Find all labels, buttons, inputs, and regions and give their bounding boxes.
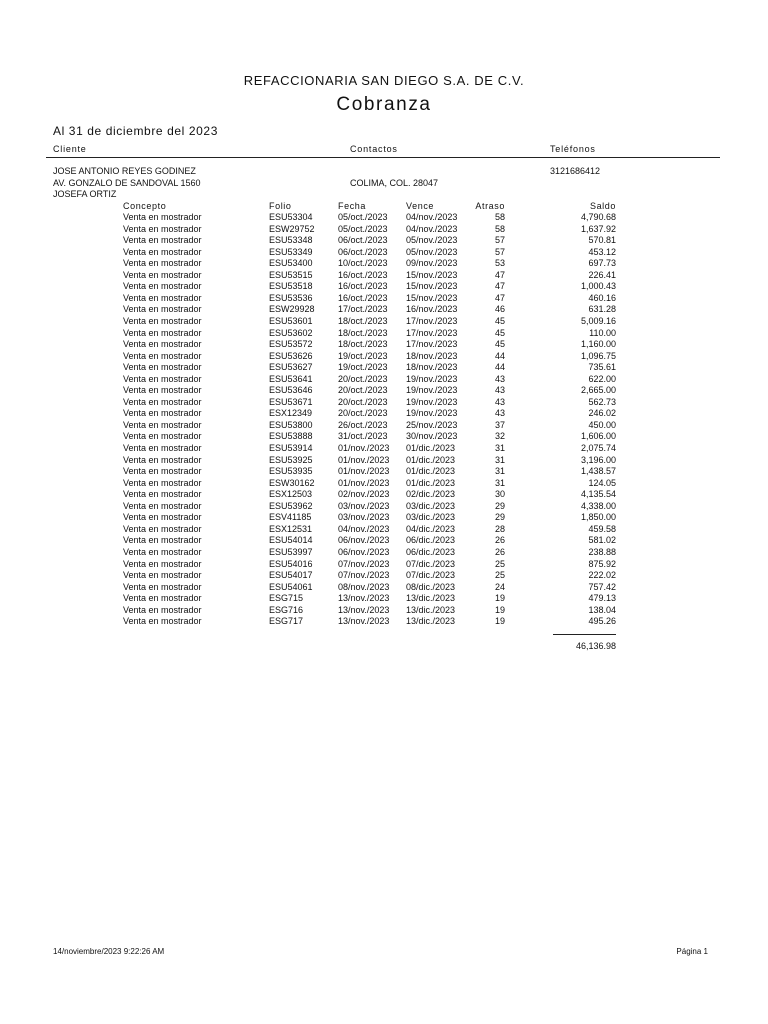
cell-folio: ESU53515 — [269, 269, 313, 280]
cell-fecha: 20/oct./2023 — [338, 385, 388, 396]
cell-saldo: 246.02 — [588, 408, 616, 419]
table-row — [0, 362, 768, 374]
cell-fecha: 06/nov./2023 — [338, 535, 390, 546]
col-saldo: Saldo — [589, 201, 616, 211]
cell-atraso: 28 — [494, 523, 505, 534]
cell-atraso: 47 — [494, 269, 505, 280]
cell-folio: ESU53888 — [269, 431, 313, 442]
cell-vence: 06/dic./2023 — [406, 535, 456, 546]
cell-fecha: 18/oct./2023 — [338, 327, 388, 338]
cell-atraso: 37 — [494, 419, 505, 430]
cell-folio: ESU53400 — [269, 258, 313, 269]
cell-folio: ESX12349 — [269, 408, 313, 419]
cell-concepto: Venta en mostrador — [123, 350, 202, 361]
cell-concepto: Venta en mostrador — [123, 616, 202, 627]
cell-concepto: Venta en mostrador — [123, 535, 202, 546]
table-row — [0, 397, 768, 409]
cell-atraso: 45 — [494, 339, 505, 350]
header-cliente: Cliente — [53, 144, 87, 154]
cell-fecha: 05/oct./2023 — [338, 223, 388, 234]
cell-concepto: Venta en mostrador — [123, 304, 202, 315]
cell-saldo: 562.73 — [588, 396, 616, 407]
cell-concepto: Venta en mostrador — [123, 419, 202, 430]
cell-folio: ESW29752 — [269, 223, 315, 234]
cell-folio: ESU53914 — [269, 443, 313, 453]
cell-saldo: 581.02 — [588, 535, 616, 546]
col-atraso: Atraso — [475, 201, 505, 211]
table-row — [0, 605, 768, 617]
cell-saldo: 124.05 — [588, 477, 616, 488]
cell-saldo: 3,196.00 — [580, 454, 616, 465]
cell-fecha: 18/oct./2023 — [338, 315, 388, 326]
cell-vence: 13/dic./2023 — [406, 604, 456, 615]
cell-saldo: 495.26 — [588, 616, 616, 627]
cell-vence: 15/nov./2023 — [406, 269, 458, 280]
cell-concepto: Venta en mostrador — [123, 362, 202, 373]
col-folio: Folio — [269, 201, 292, 211]
table-row — [0, 258, 768, 270]
cell-fecha: 02/nov./2023 — [338, 489, 390, 500]
cell-vence: 07/dic./2023 — [406, 558, 456, 569]
table-row — [0, 501, 768, 513]
table-row — [0, 224, 768, 236]
cell-vence: 15/nov./2023 — [406, 292, 458, 303]
client-address: AV. GONZALO DE SANDOVAL 1560 — [53, 178, 201, 188]
cell-folio: ESU53935 — [269, 466, 313, 477]
cell-atraso: 24 — [494, 581, 505, 592]
report-title: Cobranza — [336, 94, 432, 115]
cell-vence: 13/dic./2023 — [406, 593, 456, 604]
cell-vence: 01/dic./2023 — [406, 443, 456, 453]
cell-atraso: 53 — [494, 258, 505, 269]
table-row — [0, 443, 768, 455]
cell-vence: 06/dic./2023 — [406, 546, 456, 557]
cell-folio: ESU53997 — [269, 546, 313, 557]
cell-concepto: Venta en mostrador — [123, 604, 202, 615]
cell-atraso: 43 — [494, 396, 505, 407]
cell-atraso: 45 — [494, 327, 505, 338]
cell-vence: 04/nov./2023 — [406, 223, 458, 234]
cell-fecha: 13/nov./2023 — [338, 604, 390, 615]
cell-concepto: Venta en mostrador — [123, 385, 202, 396]
company-name: REFACCIONARIA SAN DIEGO S.A. DE C.V. — [243, 73, 525, 88]
table-row — [0, 559, 768, 571]
cell-concepto: Venta en mostrador — [123, 581, 202, 592]
cell-vence: 19/nov./2023 — [406, 385, 458, 396]
cell-atraso: 26 — [494, 546, 505, 557]
table-row — [0, 616, 768, 628]
cell-fecha: 19/oct./2023 — [338, 362, 388, 373]
table-row — [0, 582, 768, 594]
table-row — [0, 593, 768, 605]
cell-concepto: Venta en mostrador — [123, 489, 202, 500]
cell-folio: ESU53626 — [269, 350, 313, 361]
table-row — [0, 235, 768, 247]
cell-fecha: 01/nov./2023 — [338, 466, 390, 477]
cell-vence: 15/nov./2023 — [406, 281, 458, 292]
table-row — [0, 351, 768, 363]
table-row — [0, 512, 768, 524]
cell-saldo: 1,606.00 — [580, 431, 616, 442]
cell-saldo: 631.28 — [588, 304, 616, 315]
cell-vence: 03/dic./2023 — [406, 500, 456, 511]
cell-fecha: 10/oct./2023 — [338, 258, 388, 269]
cell-saldo: 4,790.68 — [580, 212, 616, 222]
cell-folio: ESW29928 — [269, 304, 315, 315]
cell-folio: ESU54016 — [269, 558, 313, 569]
cell-folio: ESX12531 — [269, 523, 313, 534]
cell-saldo: 479.13 — [588, 593, 616, 604]
cell-atraso: 57 — [494, 235, 505, 246]
cell-fecha: 03/nov./2023 — [338, 512, 390, 523]
col-fecha: Fecha — [338, 201, 367, 211]
client-phone: 3121686412 — [550, 166, 601, 176]
cell-vence: 04/dic./2023 — [406, 523, 456, 534]
footer-timestamp: 14/noviembre/2023 9:22:26 AM — [53, 947, 165, 956]
client-contact: JOSEFA ORTIZ — [53, 189, 117, 199]
cell-saldo: 238.88 — [588, 546, 616, 557]
cell-concepto: Venta en mostrador — [123, 281, 202, 292]
cell-vence: 16/nov./2023 — [406, 304, 458, 315]
table-row — [0, 570, 768, 582]
cell-fecha: 08/nov./2023 — [338, 581, 390, 592]
table-row — [0, 408, 768, 420]
table-row — [0, 535, 768, 547]
cell-concepto: Venta en mostrador — [123, 327, 202, 338]
header-telefonos: Teléfonos — [550, 144, 596, 154]
cell-concepto: Venta en mostrador — [123, 546, 202, 557]
cell-atraso: 19 — [494, 616, 505, 627]
cell-atraso: 43 — [494, 408, 505, 419]
cell-folio: ESU53671 — [269, 396, 313, 407]
cell-atraso: 31 — [494, 477, 505, 488]
total-saldo: 46,136.98 — [575, 641, 616, 651]
cell-vence: 04/nov./2023 — [406, 212, 458, 222]
cell-fecha: 01/nov./2023 — [338, 477, 390, 488]
cell-folio: ESU53925 — [269, 454, 313, 465]
cell-concepto: Venta en mostrador — [123, 223, 202, 234]
table-row — [0, 328, 768, 340]
cell-vence: 19/nov./2023 — [406, 373, 458, 384]
cell-atraso: 57 — [494, 246, 505, 257]
cell-fecha: 31/oct./2023 — [338, 431, 388, 442]
cell-concepto: Venta en mostrador — [123, 246, 202, 257]
cell-folio: ESU53304 — [269, 212, 313, 222]
cell-fecha: 18/oct./2023 — [338, 339, 388, 350]
cell-folio: ESG717 — [269, 616, 304, 627]
cell-folio: ESU53800 — [269, 419, 313, 430]
table-row — [0, 316, 768, 328]
cell-atraso: 30 — [494, 489, 505, 500]
cell-fecha: 04/nov./2023 — [338, 523, 390, 534]
cell-concepto: Venta en mostrador — [123, 443, 202, 453]
cell-atraso: 58 — [494, 212, 505, 222]
cell-saldo: 1,096.75 — [580, 350, 616, 361]
cell-fecha: 16/oct./2023 — [338, 269, 388, 280]
cell-fecha: 05/oct./2023 — [338, 212, 388, 222]
total-divider — [553, 634, 616, 635]
cell-atraso: 44 — [494, 362, 505, 373]
table-row — [0, 270, 768, 282]
table-row — [0, 420, 768, 432]
col-concepto: Concepto — [123, 201, 167, 211]
footer-page: Página 1 — [676, 947, 708, 956]
cell-atraso: 26 — [494, 535, 505, 546]
cell-saldo: 1,850.00 — [580, 512, 616, 523]
cell-fecha: 16/oct./2023 — [338, 292, 388, 303]
cell-vence: 25/nov./2023 — [406, 419, 458, 430]
cell-saldo: 450.00 — [588, 419, 616, 430]
cell-folio: ESU53962 — [269, 500, 313, 511]
cell-atraso: 32 — [494, 431, 505, 442]
cell-concepto: Venta en mostrador — [123, 558, 202, 569]
cell-fecha: 06/nov./2023 — [338, 546, 390, 557]
cell-saldo: 460.16 — [588, 292, 616, 303]
cell-vence: 17/nov./2023 — [406, 315, 458, 326]
cell-atraso: 46 — [494, 304, 505, 315]
cell-folio: ESV41185 — [269, 512, 312, 523]
cell-folio: ESW30162 — [269, 477, 315, 488]
cell-concepto: Venta en mostrador — [123, 258, 202, 269]
cell-atraso: 47 — [494, 292, 505, 303]
cell-folio: ESU53348 — [269, 235, 313, 246]
cell-vence: 02/dic./2023 — [406, 489, 456, 500]
cell-atraso: 31 — [494, 466, 505, 477]
cell-folio: ESU54017 — [269, 570, 313, 581]
cell-saldo: 2,665.00 — [580, 385, 616, 396]
cell-saldo: 222.02 — [588, 570, 616, 581]
cell-atraso: 31 — [494, 454, 505, 465]
cell-concepto: Venta en mostrador — [123, 373, 202, 384]
cell-folio: ESU53646 — [269, 385, 313, 396]
cell-saldo: 570.81 — [588, 235, 616, 246]
header-divider — [46, 157, 720, 158]
cell-fecha: 07/nov./2023 — [338, 570, 390, 581]
cell-folio: ESU53602 — [269, 327, 313, 338]
cell-fecha: 17/oct./2023 — [338, 304, 388, 315]
cell-folio: ESU54014 — [269, 535, 313, 546]
cell-atraso: 58 — [494, 223, 505, 234]
cell-atraso: 25 — [494, 558, 505, 569]
cell-vence: 17/nov./2023 — [406, 339, 458, 350]
table-row — [0, 304, 768, 316]
cell-saldo: 459.58 — [588, 523, 616, 534]
cell-concepto: Venta en mostrador — [123, 477, 202, 488]
table-row — [0, 339, 768, 351]
cell-saldo: 138.04 — [588, 604, 616, 615]
cell-concepto: Venta en mostrador — [123, 454, 202, 465]
report-date: Al 31 de diciembre del 2023 — [53, 124, 218, 138]
cell-folio: ESU53536 — [269, 292, 313, 303]
cell-saldo: 1,637.92 — [580, 223, 616, 234]
cell-saldo: 1,438.57 — [580, 466, 616, 477]
cell-concepto: Venta en mostrador — [123, 570, 202, 581]
table-row — [0, 212, 768, 224]
table-row — [0, 466, 768, 478]
table-row — [0, 455, 768, 467]
cell-saldo: 697.73 — [588, 258, 616, 269]
cell-atraso: 43 — [494, 373, 505, 384]
client-name: JOSE ANTONIO REYES GODINEZ — [53, 166, 196, 176]
cell-atraso: 43 — [494, 385, 505, 396]
cell-saldo: 4,338.00 — [580, 500, 616, 511]
cell-vence: 08/dic./2023 — [406, 581, 456, 592]
cell-atraso: 29 — [494, 512, 505, 523]
cell-fecha: 01/nov./2023 — [338, 454, 390, 465]
cell-atraso: 45 — [494, 315, 505, 326]
cell-atraso: 19 — [494, 593, 505, 604]
cell-saldo: 2,075.74 — [580, 443, 616, 453]
cell-atraso: 44 — [494, 350, 505, 361]
cell-folio: ESU53518 — [269, 281, 313, 292]
cell-concepto: Venta en mostrador — [123, 512, 202, 523]
cell-fecha: 20/oct./2023 — [338, 373, 388, 384]
cell-folio: ESX12503 — [269, 489, 313, 500]
cell-concepto: Venta en mostrador — [123, 431, 202, 442]
table-row — [0, 524, 768, 536]
table-row — [0, 374, 768, 386]
cell-vence: 07/dic./2023 — [406, 570, 456, 581]
cell-vence: 03/dic./2023 — [406, 512, 456, 523]
cell-saldo: 4,135.54 — [580, 489, 616, 500]
cell-concepto: Venta en mostrador — [123, 339, 202, 350]
cell-fecha: 19/oct./2023 — [338, 350, 388, 361]
cell-fecha: 06/oct./2023 — [338, 246, 388, 257]
cell-atraso: 19 — [494, 604, 505, 615]
client-city: COLIMA, COL. 28047 — [350, 178, 439, 188]
cell-folio: ESU53601 — [269, 315, 313, 326]
cell-fecha: 06/oct./2023 — [338, 235, 388, 246]
cell-saldo: 1,000.43 — [580, 281, 616, 292]
cell-vence: 01/dic./2023 — [406, 466, 456, 477]
table-row — [0, 489, 768, 501]
cell-vence: 13/dic./2023 — [406, 616, 456, 627]
cell-fecha: 26/oct./2023 — [338, 419, 388, 430]
table-row — [0, 281, 768, 293]
cell-saldo: 757.42 — [588, 581, 616, 592]
table-row — [0, 431, 768, 443]
cell-vence: 17/nov./2023 — [406, 327, 458, 338]
cell-concepto: Venta en mostrador — [123, 235, 202, 246]
cell-vence: 18/nov./2023 — [406, 362, 458, 373]
cell-vence: 19/nov./2023 — [406, 408, 458, 419]
col-vence: Vence — [406, 201, 435, 211]
table-row — [0, 385, 768, 397]
cell-folio: ESU53641 — [269, 373, 313, 384]
cell-saldo: 735.61 — [588, 362, 616, 373]
cell-saldo: 875.92 — [588, 558, 616, 569]
cell-saldo: 1,160.00 — [580, 339, 616, 350]
cell-fecha: 20/oct./2023 — [338, 396, 388, 407]
cell-concepto: Venta en mostrador — [123, 523, 202, 534]
cell-concepto: Venta en mostrador — [123, 466, 202, 477]
cell-fecha: 07/nov./2023 — [338, 558, 390, 569]
cell-atraso: 25 — [494, 570, 505, 581]
cell-fecha: 13/nov./2023 — [338, 616, 390, 627]
cell-fecha: 03/nov./2023 — [338, 500, 390, 511]
cell-atraso: 29 — [494, 500, 505, 511]
cell-vence: 19/nov./2023 — [406, 396, 458, 407]
cell-folio: ESU53627 — [269, 362, 313, 373]
cell-folio: ESU53572 — [269, 339, 313, 350]
cell-vence: 01/dic./2023 — [406, 454, 456, 465]
cell-concepto: Venta en mostrador — [123, 408, 202, 419]
cell-vence: 30/nov./2023 — [406, 431, 458, 442]
cell-saldo: 622.00 — [588, 373, 616, 384]
cell-vence: 05/nov./2023 — [406, 235, 458, 246]
table-row — [0, 247, 768, 259]
cell-folio: ESU53349 — [269, 246, 313, 257]
cell-concepto: Venta en mostrador — [123, 396, 202, 407]
cell-vence: 18/nov./2023 — [406, 350, 458, 361]
cell-concepto: Venta en mostrador — [123, 292, 202, 303]
cell-concepto: Venta en mostrador — [123, 212, 202, 222]
cell-atraso: 31 — [494, 443, 505, 453]
cell-saldo: 110.00 — [589, 327, 616, 338]
cell-fecha: 13/nov./2023 — [338, 593, 390, 604]
cell-folio: ESG716 — [269, 604, 304, 615]
cell-atraso: 47 — [494, 281, 505, 292]
cell-fecha: 20/oct./2023 — [338, 408, 388, 419]
cell-saldo: 5,009.16 — [580, 315, 616, 326]
cell-folio: ESG715 — [269, 593, 304, 604]
cell-fecha: 01/nov./2023 — [338, 443, 390, 453]
table-row — [0, 547, 768, 559]
cell-fecha: 16/oct./2023 — [338, 281, 388, 292]
cell-folio: ESU54061 — [269, 581, 313, 592]
cell-vence: 09/nov./2023 — [406, 258, 458, 269]
cell-concepto: Venta en mostrador — [123, 269, 202, 280]
cell-saldo: 453.12 — [588, 246, 616, 257]
cell-concepto: Venta en mostrador — [123, 500, 202, 511]
cell-vence: 05/nov./2023 — [406, 246, 458, 257]
cell-vence: 01/dic./2023 — [406, 477, 456, 488]
cell-concepto: Venta en mostrador — [123, 315, 202, 326]
header-contactos: Contactos — [350, 144, 398, 154]
table-row — [0, 293, 768, 305]
cell-saldo: 226.41 — [588, 269, 616, 280]
cell-concepto: Venta en mostrador — [123, 593, 202, 604]
table-row — [0, 478, 768, 490]
